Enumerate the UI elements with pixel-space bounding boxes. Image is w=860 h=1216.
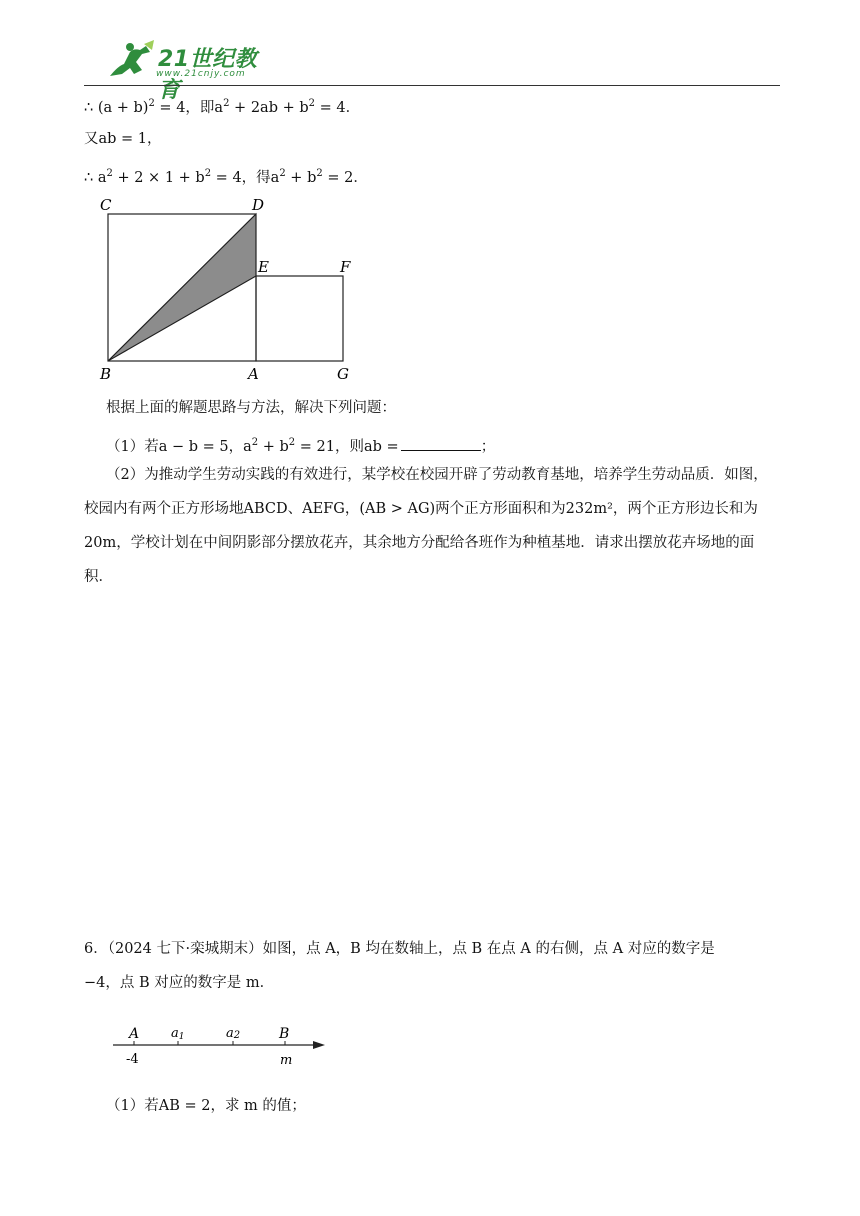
superscript: 2 — [251, 437, 259, 448]
superscript: 2 — [106, 168, 113, 179]
text-segment: = 21，则ab = — [295, 438, 399, 455]
text-segment: ∴ (a + b) — [84, 99, 149, 116]
superscript: 2 — [279, 168, 286, 179]
superscript: 2 — [204, 168, 212, 179]
solution-line-2: 又ab = 1， — [84, 131, 162, 147]
problem-6-line-2: −4，点 B 对应的数字是 m． — [84, 975, 275, 991]
superscript: 2 — [288, 437, 296, 448]
text-segment: + 2ab + b — [229, 99, 309, 116]
text-segment: （1）若a − b = 5，a — [106, 438, 252, 455]
answer-blank[interactable] — [401, 436, 481, 451]
arrow-right-icon — [313, 1041, 325, 1049]
solution-line-3 — [84, 164, 368, 188]
text-segment: + b — [258, 438, 289, 455]
numberline-value-b: m — [280, 1053, 293, 1068]
runner-logo-icon — [100, 40, 156, 84]
label-b: B — [100, 365, 112, 383]
site-logo — [100, 40, 270, 103]
label-d: D — [252, 196, 265, 214]
numberline-label-a2: a2 — [226, 1026, 241, 1041]
numberline-label-a1: a1 — [171, 1026, 185, 1042]
numberline-label-b: B — [279, 1026, 290, 1042]
text-segment: + b — [285, 169, 317, 186]
superscript: 2 — [308, 98, 315, 109]
number-line-figure — [105, 1018, 335, 1070]
logo-subtext: www.21cnjy.com — [156, 69, 246, 79]
question-2: （2）为推动学生劳动实践的有效进行，某学校在校园开辟了劳动教育基地，培养学生劳动品质．如图，校园内有两个正方形场地ABCD、AEFG，(AB > AG)两个正方形面积和为232m²，两个正方形边长和为20m，学校计划在中间阴影部分摆放花卉，其余地方分配给各班作为种植基地．请求出摆放花卉场地的面积． — [84, 467, 768, 585]
superscript: 2 — [148, 98, 155, 109]
superscript: 2 — [316, 168, 323, 179]
text-segment: = 2． — [322, 169, 368, 186]
label-e: E — [258, 258, 269, 276]
numberline-label-a: A — [129, 1026, 140, 1042]
solution-line-1 — [84, 94, 360, 118]
problem-6-question-1: （1）若AB = 2，求 m 的值； — [106, 1098, 306, 1114]
text-segment: = 4． — [315, 99, 361, 116]
text-segment: = 4，即a — [154, 99, 224, 116]
text-segment: + 2 × 1 + b — [112, 169, 205, 186]
label-a: A — [248, 365, 259, 383]
superscript: 2 — [223, 98, 230, 109]
squares-figure — [90, 192, 370, 387]
square-aefg — [256, 276, 343, 361]
label-g: G — [337, 365, 349, 383]
header-divider — [84, 85, 780, 86]
label-c: C — [100, 196, 112, 214]
logo-text: 21世纪教育 — [158, 47, 258, 103]
numberline-value-a: -4 — [126, 1052, 139, 1067]
text-segment: ； — [480, 438, 496, 455]
text-segment: ∴ a — [84, 169, 107, 186]
problem-intro: 根据上面的解题思路与方法，解决下列问题： — [106, 400, 396, 416]
problem-6-line-1: 6．（2024 七下·栾城期末）如图，点 A，B 均在数轴上，点 B 在点 A 的右侧，点 A 对应的数字是 — [84, 941, 715, 957]
label-f: F — [340, 258, 351, 276]
question-1 — [106, 433, 495, 457]
text-segment: = 4，得a — [211, 169, 280, 186]
